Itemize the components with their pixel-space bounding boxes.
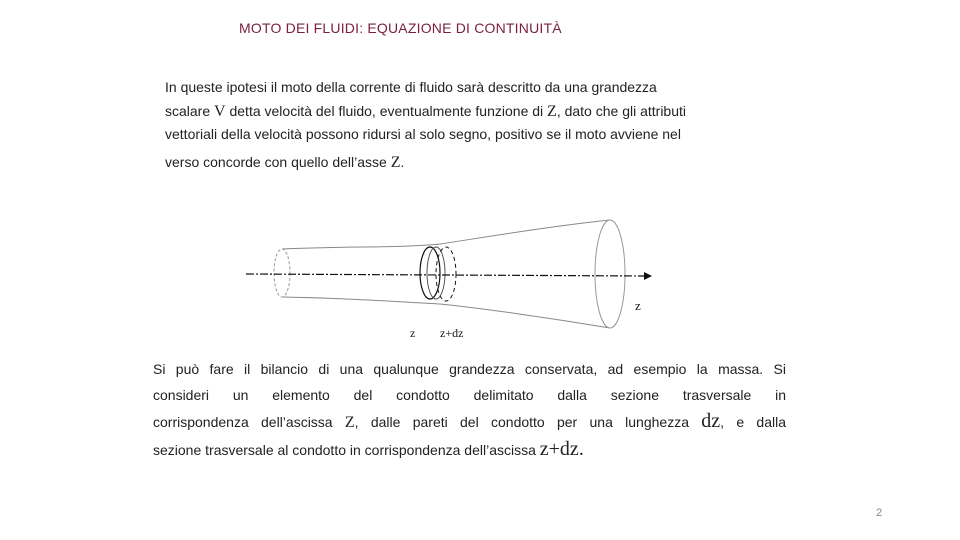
intro-line-2-c: , dato che gli attributi — [556, 103, 686, 119]
section-z-dz — [436, 247, 456, 301]
intro-line-2-b: detta velocità del fluido, eventualmente funzione di — [225, 103, 548, 119]
z-axis-arrow — [644, 272, 652, 280]
abscissa-z-symbol: Z — [344, 414, 355, 431]
section-z-inner — [427, 247, 445, 299]
intro-line-4-a: verso concorde con quello dell’asse — [165, 154, 391, 170]
intro-line-3: vettoriali della velocità possono ridursi al solo segno, positivo se il moto avviene nel — [165, 126, 681, 142]
duct-diagram — [230, 212, 670, 342]
body-paragraph — [153, 356, 786, 463]
duct-bottom-wall — [282, 297, 610, 328]
z-plus-dz-symbol: z+dz — [539, 438, 579, 460]
intro-line-4-b: . — [400, 154, 405, 170]
z-symbol: Z — [547, 103, 557, 120]
outlet-section — [595, 220, 625, 328]
body-line-3-b: , dalle pareti del condotto per una lunghezza — [354, 414, 702, 430]
slide-title: MOTO DEI FLUIDI: EQUAZIONE DI CONTINUITÀ — [239, 20, 562, 36]
page-number: 2 — [876, 507, 883, 519]
section-label-z-dz: z+dz — [440, 326, 464, 340]
axis-label-z: z — [635, 298, 641, 313]
duct-top-wall — [282, 220, 610, 249]
intro-paragraph — [165, 74, 785, 176]
body-line-3 — [153, 408, 786, 436]
body-line-4-period: . — [578, 438, 584, 460]
body-line-2: consideri un elemento del condotto delimitato dalla sezione trasversale in — [153, 387, 786, 403]
body-line-3-c: , e dalla — [720, 414, 787, 430]
intro-line-1: In queste ipotesi il moto della corrente di fluido sarà descritto da una grandezza — [165, 79, 657, 95]
body-line-1: Si può fare il bilancio di una qualunque grandezza conservata, ad esempio la massa. Si — [153, 361, 786, 377]
inlet-section — [274, 249, 290, 297]
dz-symbol: dz — [701, 410, 721, 432]
intro-line-2-a: scalare — [165, 103, 215, 119]
body-line-4-a: sezione trasversale al condotto in corrispondenza dell’ascissa — [153, 442, 540, 458]
body-line-3-a: corrispondenza dell’ascissa — [153, 414, 345, 430]
intro-line-2 — [165, 100, 785, 123]
intro-line-4 — [165, 149, 785, 176]
body-line-4 — [153, 436, 786, 463]
section-label-z: z — [410, 326, 416, 340]
z-axis-symbol: Z — [390, 154, 401, 171]
velocity-symbol: V — [214, 103, 226, 120]
